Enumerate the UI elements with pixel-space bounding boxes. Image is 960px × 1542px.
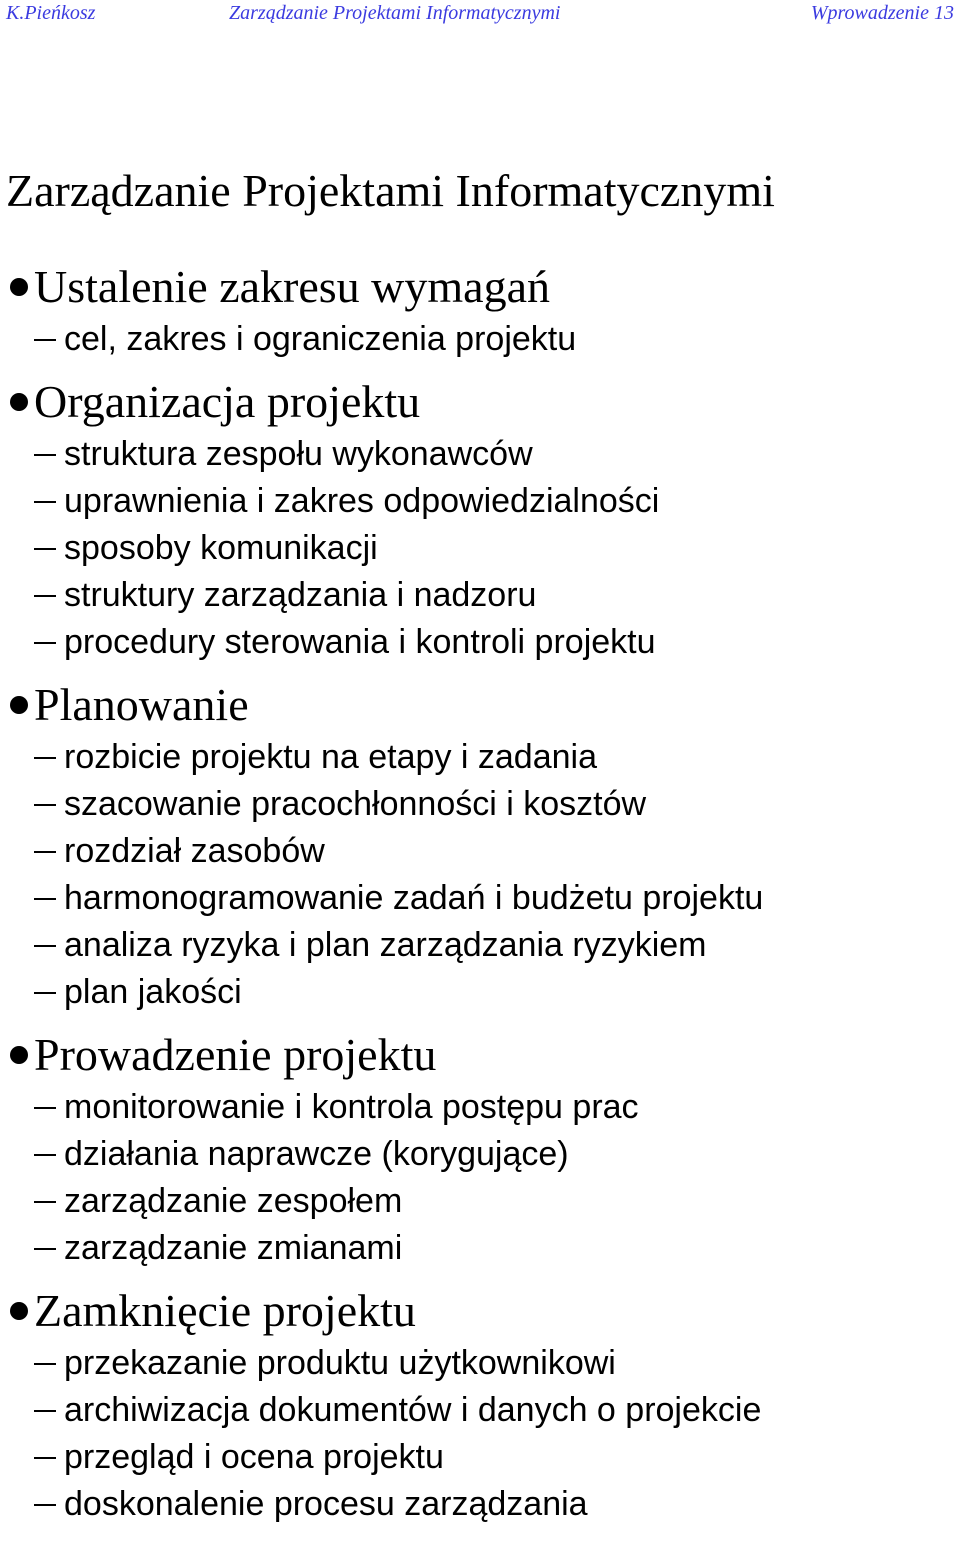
section-items [0, 734, 960, 1016]
section-heading [0, 1026, 960, 1084]
section-items [0, 431, 960, 666]
list-item-text: cel, zakres i ograniczenia projektu [64, 320, 577, 358]
list-item-text: plan jakości [64, 973, 242, 1011]
outline-section [0, 258, 960, 363]
list-item-text: działania naprawcze (korygujące) [64, 1135, 569, 1173]
list-item [0, 1131, 960, 1178]
list-item [0, 1340, 960, 1387]
header-section-page: Wprowadzenie 13 [810, 2, 954, 24]
list-item-text: harmonogramowanie zadań i budżetu projektu [64, 879, 764, 917]
section-items [0, 1340, 960, 1528]
section-items [0, 316, 960, 363]
dash-icon [34, 851, 56, 853]
outline-section [0, 676, 960, 1016]
bullet-icon [10, 278, 28, 296]
dash-icon [34, 501, 56, 503]
bullet-icon [10, 1302, 28, 1320]
list-item [0, 431, 960, 478]
list-item-text: struktura zespołu wykonawców [64, 435, 533, 473]
page-header [0, 0, 960, 30]
dash-icon [34, 642, 56, 644]
bullet-icon [10, 1046, 28, 1064]
list-item [0, 734, 960, 781]
section-title: Prowadzenie projektu [34, 1029, 437, 1080]
list-item-text: rozdział zasobów [64, 832, 325, 870]
section-title: Planowanie [34, 679, 249, 730]
list-item-text: sposoby komunikacji [64, 529, 378, 567]
outline-list [0, 258, 960, 1538]
dash-icon [34, 548, 56, 550]
list-item-text: archiwizacja dokumentów i danych o projekcie [64, 1391, 762, 1429]
list-item-text: procedury sterowania i kontroli projektu [64, 623, 656, 661]
list-item-text: doskonalenie procesu zarządzania [64, 1485, 588, 1523]
list-item [0, 781, 960, 828]
list-item [0, 1225, 960, 1272]
list-item [0, 572, 960, 619]
list-item [0, 1084, 960, 1131]
list-item [0, 1434, 960, 1481]
list-item-text: uprawnienia i zakres odpowiedzialności [64, 482, 660, 520]
header-course-title: Zarządzanie Projektami Informatycznymi [229, 2, 561, 24]
list-item-text: zarządzanie zmianami [64, 1229, 403, 1267]
list-item-text: szacowanie pracochłonności i kosztów [64, 785, 647, 823]
list-item [0, 316, 960, 363]
dash-icon [34, 1201, 56, 1203]
list-item [0, 478, 960, 525]
section-title: Zamknięcie projektu [34, 1285, 416, 1336]
header-author: K.Pieńkosz [6, 2, 96, 24]
list-item [0, 828, 960, 875]
dash-icon [34, 454, 56, 456]
page-title: Zarządzanie Projektami Informatycznymi [6, 165, 775, 216]
section-heading [0, 1282, 960, 1340]
dash-icon [34, 595, 56, 597]
dash-icon [34, 804, 56, 806]
list-item [0, 525, 960, 572]
section-title: Organizacja projektu [34, 376, 421, 427]
list-item-text: monitorowanie i kontrola postępu prac [64, 1088, 639, 1126]
dash-icon [34, 1410, 56, 1412]
list-item-text: zarządzanie zespołem [64, 1182, 403, 1220]
list-item-text: rozbicie projektu na etapy i zadania [64, 738, 597, 776]
list-item-text: struktury zarządzania i nadzoru [64, 576, 537, 614]
outline-section [0, 373, 960, 666]
dash-icon [34, 339, 56, 341]
dash-icon [34, 1363, 56, 1365]
bullet-icon [10, 696, 28, 714]
list-item [0, 922, 960, 969]
list-item [0, 875, 960, 922]
list-item [0, 1481, 960, 1528]
list-item [0, 619, 960, 666]
list-item-text: analiza ryzyka i plan zarządzania ryzykiem [64, 926, 707, 964]
list-item [0, 1178, 960, 1225]
dash-icon [34, 1504, 56, 1506]
dash-icon [34, 1107, 56, 1109]
section-heading [0, 258, 960, 316]
list-item-text: przekazanie produktu użytkownikowi [64, 1344, 616, 1382]
dash-icon [34, 898, 56, 900]
dash-icon [34, 1154, 56, 1156]
dash-icon [34, 1457, 56, 1459]
section-heading [0, 676, 960, 734]
section-items [0, 1084, 960, 1272]
dash-icon [34, 1248, 56, 1250]
bullet-icon [10, 393, 28, 411]
dash-icon [34, 992, 56, 994]
section-heading [0, 373, 960, 431]
outline-section [0, 1026, 960, 1272]
dash-icon [34, 757, 56, 759]
list-item-text: przegląd i ocena projektu [64, 1438, 444, 1476]
section-title: Ustalenie zakresu wymagań [34, 261, 551, 312]
dash-icon [34, 945, 56, 947]
outline-section [0, 1282, 960, 1528]
list-item [0, 1387, 960, 1434]
list-item [0, 969, 960, 1016]
